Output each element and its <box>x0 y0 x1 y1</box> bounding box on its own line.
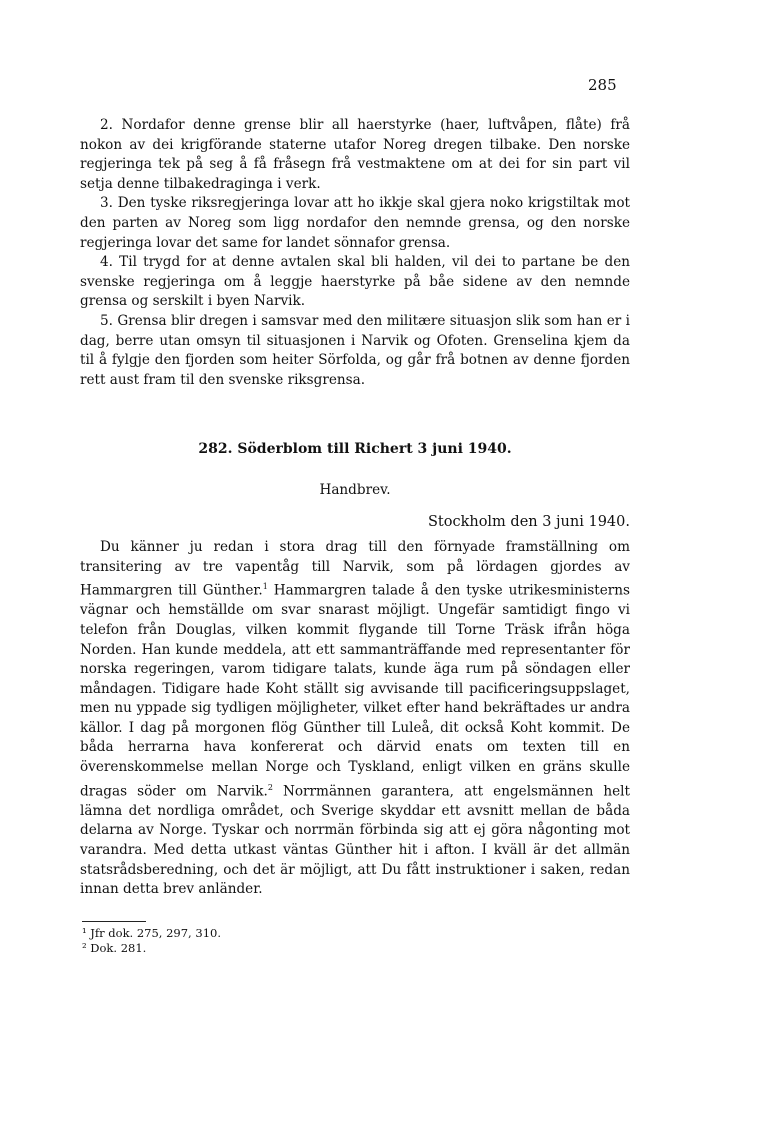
footnotes <box>82 926 482 956</box>
footnote-1: ¹ Jfr dok. 275, 297, 310. <box>82 926 221 940</box>
upper-text-block <box>80 116 630 390</box>
paragraph-2: 2. Nordafor denne grense blir all haerstyrke (haer, luftvåpen, flåte) frå nokon av dei krigförande staterne utafor Noreg dregen tilbake. Den norske regjeringa tek på seg å få fråsegn frå vestmaktene om at dei for sin part vil setja denne tilbakedraginga i verk. <box>80 117 630 192</box>
paragraph-3: 3. Den tyske riksregjeringa lovar att ho ikkje skal gjera noko krigstiltak mot den parten av Noreg som ligg nordafor den nemnde grensa, og den norske regjeringa lovar det same for landet sönnafor grensa. <box>80 195 630 251</box>
dateline: Stockholm den 3 juni 1940. <box>427 514 630 530</box>
footnote-divider <box>82 921 146 922</box>
paragraph-5: 5. Grensa blir dregen i samsvar med den militære situasjon slik som han er i dag, berre utan omsyn til situasjonen i Narvik og Ofoten. Grenselina kjem da til å fylgje den fjorden som heiter Sörfolda, og går frå botnen av denne fjorden rett aust fram til den svenske riksgrensa. <box>80 312 630 388</box>
letter-text-2: Hammargren talade å den tyske utrikesministerns vägnar och hemställde om svar snarast möjligt. Ungefär samtidigt fingo vi telefon från Douglas, vilken kommit flygande till Torne Träsk ifrån höga Norden. Han kunde meddela, att ett sammanträffande med representanter för norska regeringen, varom tidigare talats, kunde äga rum på söndagen eller måndagen. Tidigare hade Koht ställt sig avvisande till pacificeringsuppslaget, men nu yppade sig tydligen möjligheter, vilket efter hand bekräftades ur andra källor. I dag på morgonen flög Günther till Luleå, dit också Koht kommit. De båda herrarna hava konfererat och därvid enats om texten till en överenskommelse mellan Norge och Tyskland, enligt vilken en gräns skulle dragas söder om Narvik. <box>80 582 631 800</box>
document-subheading: Handbrev. <box>319 482 391 498</box>
paragraph-4: 4. Til trygd for at denne avtalen skal bli halden, vil dei to partane be den svenske regjeringa om å leggje haerstyrke på båe sidene av den nemnde grensa og serskilt i byen Narvik. <box>80 254 630 310</box>
letter-text-3: Norrmännen garantera, att engelsmännen helt lämna det nordliga området, och Sverige skyddar ett avsnitt mellan de båda delarna av Norge. Tyskar och norrmän förbinda sig att ej göra någonting mot varandra. Med detta utkast väntas Günther hit i afton. I kväll är det allmän statsrådsberedning, och det är möjligt, att Du fått instruktioner i saken, redan innan detta brev anländer. <box>80 783 630 898</box>
page-number: 285 <box>588 76 617 94</box>
letter-text-1: Du känner ju redan i stora drag till den förnyade framställning om transitering av tre vapentåg till Narvik, som på lördagen gjordes av Hammargren till Günther. <box>80 539 630 599</box>
letter-body <box>80 538 630 900</box>
letter-paragraph <box>80 538 630 900</box>
footnote-2: ² Dok. 281. <box>82 941 147 955</box>
footnote-ref-2: 2 <box>267 782 273 792</box>
footnote-ref-1: 1 <box>262 582 268 592</box>
document-heading: 282. Söderblom till Richert 3 juni 1940. <box>198 441 512 457</box>
